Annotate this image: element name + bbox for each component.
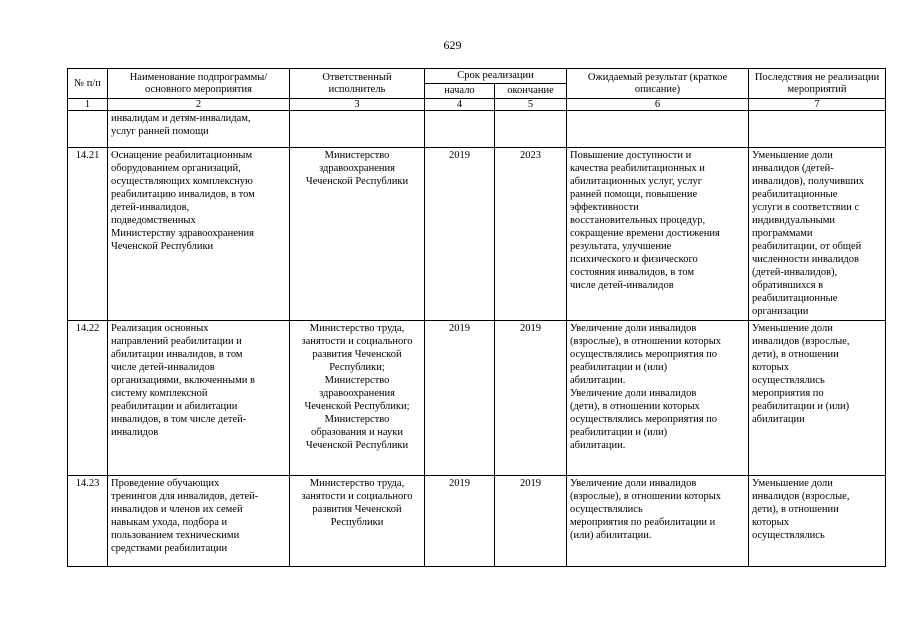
cell-line: осуществлялись: [570, 504, 643, 515]
column-number: 3: [290, 99, 425, 111]
cell-line: абилитации.: [570, 440, 626, 451]
cell-line: (или) абилитации.: [570, 530, 652, 541]
cell-line: (детей-инвалидов),: [752, 267, 838, 278]
cell-line: дети), в отношении: [752, 349, 839, 360]
cell-line: реабилитации и (или): [570, 362, 668, 373]
cell-line: восстановительных процедур,: [570, 215, 706, 226]
cell-line: средствами реабилитации: [111, 543, 228, 554]
executor-cell: [290, 321, 425, 476]
header-period: Срок реализации: [425, 69, 567, 84]
executor-cell: [290, 148, 425, 321]
cell-line: организации: [752, 306, 809, 317]
event-name-cell: [108, 321, 290, 476]
cell-line: которых: [752, 362, 789, 373]
cell-line: Министерство труда,: [309, 323, 405, 334]
cell-line: осуществлялись мероприятия по: [570, 414, 718, 425]
event-name-cell: [108, 111, 290, 148]
table-row: [68, 148, 886, 321]
cell-line: развития Чеченской: [312, 504, 402, 515]
cell-line: Оснащение реабилитационным: [111, 150, 253, 161]
cell-line: занятости и социального: [301, 336, 413, 347]
header-name: Наименование подпрограммы/ основного мероприятия: [108, 69, 290, 99]
row-number: [68, 111, 108, 148]
cell-line: инвалидов (взрослые,: [752, 336, 850, 347]
cell-line: пользованием техническими: [111, 530, 240, 541]
cell-line: образования и науки: [311, 427, 403, 438]
cell-line: Уменьшение доли: [752, 150, 833, 161]
cell-line: эффективности: [570, 202, 639, 213]
cell-line: состояния инвалидов, в том: [570, 267, 695, 278]
start-year-cell: 2019: [425, 148, 495, 321]
table-row: [68, 476, 886, 567]
cell-line: Министерство: [324, 414, 390, 425]
cell-line: реабилитацию инвалидов, в том: [111, 189, 255, 200]
event-name-cell: [108, 148, 290, 321]
header-num: № п/п: [68, 69, 108, 99]
cell-line: услуги в соответствии с: [752, 202, 860, 213]
cell-line: (взрослые), в отношении которых: [570, 336, 722, 347]
cell-line: (взрослые), в отношении которых: [570, 491, 722, 502]
cell-line: Увеличение доли инвалидов: [570, 388, 697, 399]
column-number: 4: [425, 99, 495, 111]
cell-line: Республики;: [329, 362, 385, 373]
event-name-cell: [108, 476, 290, 567]
cell-line: Увеличение доли инвалидов: [570, 478, 697, 489]
cell-line: Уменьшение доли: [752, 478, 833, 489]
column-number: 7: [749, 99, 886, 111]
cell-line: инвалидов и членов их семей: [111, 504, 243, 515]
column-number: 2: [108, 99, 290, 111]
cell-line: Чеченской Республики: [305, 440, 409, 451]
cell-line: мероприятия по реабилитации и: [570, 517, 716, 528]
column-numbers-row: [68, 99, 886, 111]
cell-line: результата, улучшение: [570, 241, 672, 252]
consequences-cell: [749, 111, 886, 148]
cell-line: которых: [752, 517, 789, 528]
column-number: 1: [68, 99, 108, 111]
executor-cell: [290, 476, 425, 567]
cell-line: подведомственных: [111, 215, 196, 226]
cell-line: Министерство: [324, 375, 390, 386]
cell-line: инвалидов, в том числе детей-: [111, 414, 247, 425]
cell-line: Министерству здравоохранения: [111, 228, 254, 239]
cell-line: здравоохранения: [319, 388, 395, 399]
executor-cell: [290, 111, 425, 148]
cell-line: услуг ранней помощи: [111, 126, 209, 137]
cell-line: программами: [752, 228, 813, 239]
cell-line: инвалидов (детей-: [752, 163, 834, 174]
consequences-cell: [749, 148, 886, 321]
cell-line: абилитации: [752, 414, 805, 425]
consequences-cell: [749, 321, 886, 476]
column-number: 5: [495, 99, 567, 111]
expected-result-cell: [567, 111, 749, 148]
cell-line: мероприятия по: [752, 388, 824, 399]
cell-line: инвалидам и детям-инвалидам,: [111, 113, 251, 124]
cell-line: абилитации.: [570, 375, 626, 386]
cell-line: развития Чеченской: [312, 349, 402, 360]
cell-line: ранней помощи, повышение: [570, 189, 698, 200]
cell-line: Повышение доступности и: [570, 150, 692, 161]
cell-line: осуществлялись: [752, 375, 825, 386]
cell-line: числе детей-инвалидов: [570, 280, 674, 291]
cell-line: инвалидов (взрослые,: [752, 491, 850, 502]
cell-line: Реализация основных: [111, 323, 209, 334]
cell-line: осуществлялись: [752, 530, 825, 541]
cell-line: систему комплексной: [111, 388, 208, 399]
expected-result-cell: [567, 476, 749, 567]
header-result: Ожидаемый результат (краткое описание): [567, 69, 749, 99]
cell-line: числе детей-инвалидов: [111, 362, 215, 373]
cell-line: реабилитационные: [752, 189, 838, 200]
row-number: 14.22: [68, 321, 108, 476]
cell-line: (дети), в отношении которых: [570, 401, 700, 412]
cell-line: индивидуальными: [752, 215, 835, 226]
table-row: [68, 321, 886, 476]
cell-line: Министерство труда,: [309, 478, 405, 489]
start-year-cell: [425, 111, 495, 148]
end-year-cell: 2019: [495, 321, 567, 476]
end-year-cell: [495, 111, 567, 148]
cell-line: Министерство: [324, 150, 390, 161]
table-row: [68, 111, 886, 148]
cell-line: психического и физического: [570, 254, 698, 265]
cell-line: Чеченской Республики;: [304, 401, 410, 412]
cell-line: реабилитации, от общей: [752, 241, 862, 252]
column-number: 6: [567, 99, 749, 111]
row-number: 14.21: [68, 148, 108, 321]
header-end: окончание: [495, 84, 567, 99]
cell-line: абилитационных услуг, услуг: [570, 176, 703, 187]
cell-line: здравоохранения: [319, 163, 395, 174]
cell-line: Увеличение доли инвалидов: [570, 323, 697, 334]
cell-line: Уменьшение доли: [752, 323, 833, 334]
cell-line: навыкам ухода, подбора и: [111, 517, 228, 528]
cell-line: дети), в отношении: [752, 504, 839, 515]
cell-line: организациями, включенными в: [111, 375, 255, 386]
cell-line: реабилитации и (или): [570, 427, 668, 438]
end-year-cell: 2023: [495, 148, 567, 321]
cell-line: оборудованием организаций,: [111, 163, 241, 174]
cell-line: Чеченской Республики: [305, 176, 409, 187]
cell-line: реабилитации и абилитации: [111, 401, 238, 412]
cell-line: Проведение обучающих: [111, 478, 220, 489]
start-year-cell: 2019: [425, 321, 495, 476]
cell-line: инвалидов), получивших: [752, 176, 865, 187]
cell-line: обратившихся в: [752, 280, 824, 291]
program-table: [67, 68, 886, 567]
cell-line: детей-инвалидов,: [111, 202, 190, 213]
cell-line: реабилитационные: [752, 293, 838, 304]
cell-line: Чеченской Республики: [111, 241, 214, 252]
cell-line: реабилитации и (или): [752, 401, 850, 412]
row-number: 14.23: [68, 476, 108, 567]
cell-line: тренингов для инвалидов, детей-: [111, 491, 259, 502]
cell-line: направлений реабилитации и: [111, 336, 242, 347]
page-number: 629: [443, 38, 462, 52]
start-year-cell: 2019: [425, 476, 495, 567]
cell-line: занятости и социального: [301, 491, 413, 502]
cell-line: численности инвалидов: [752, 254, 859, 265]
expected-result-cell: [567, 148, 749, 321]
header-consequences: Последствия не реализации мероприятий: [749, 69, 886, 99]
cell-line: качества реабилитационных и: [570, 163, 705, 174]
cell-line: абилитации инвалидов, в том: [111, 349, 243, 360]
cell-line: инвалидов: [111, 427, 159, 438]
consequences-cell: [749, 476, 886, 567]
cell-line: Республики: [330, 517, 384, 528]
cell-line: сокращение времени достижения: [570, 228, 720, 239]
header-start: начало: [425, 84, 495, 99]
end-year-cell: 2019: [495, 476, 567, 567]
cell-line: осуществлялись мероприятия по: [570, 349, 718, 360]
header-executor: Ответственный исполнитель: [290, 69, 425, 99]
cell-line: осуществляющих комплексную: [111, 176, 253, 187]
expected-result-cell: [567, 321, 749, 476]
